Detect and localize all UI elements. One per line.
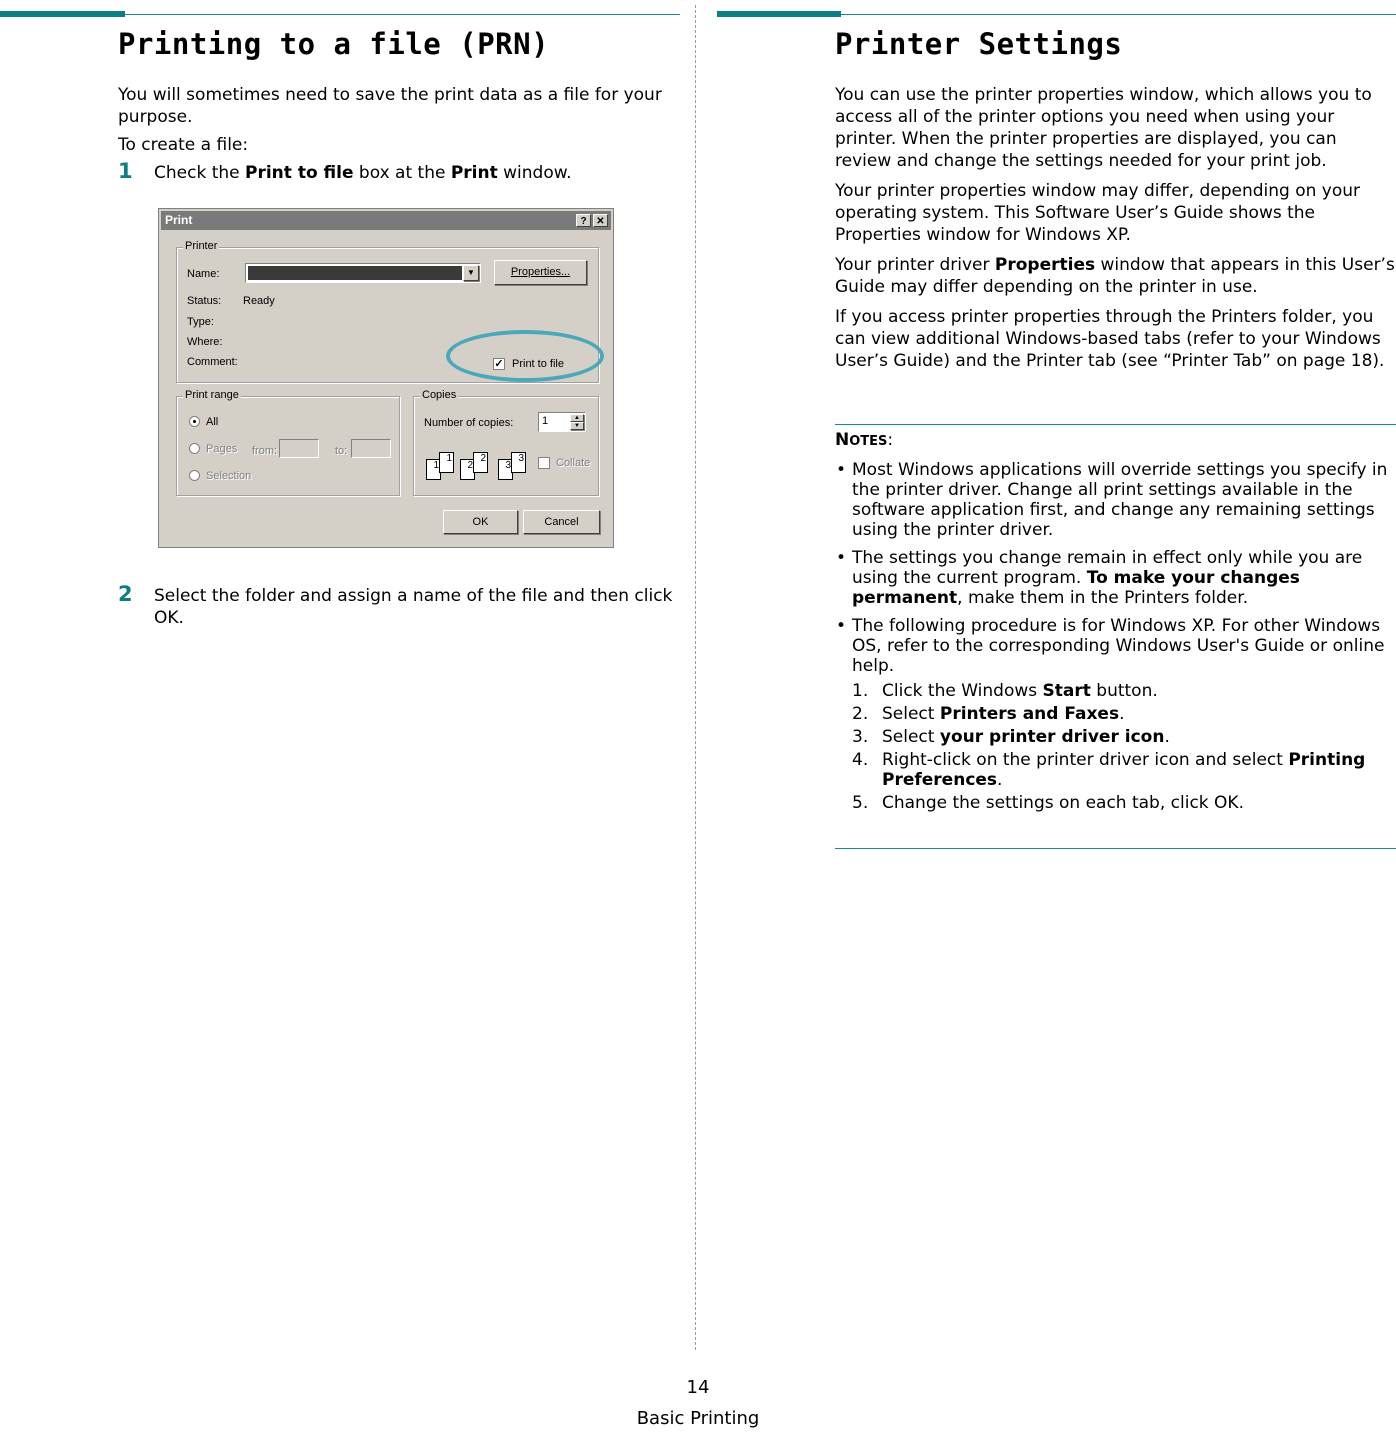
paragraph-2: Your printer properties window may differ, depending on your operating system. This Software User’s Guide shows the Properties window for Windows XP.: [835, 181, 1361, 245]
heading-accent-bar-left: [0, 11, 125, 17]
section-heading-prn: Printing to a file (PRN): [118, 27, 550, 61]
note-item-1: • Most Windows applications will override settings you specify in the printer driver. Change all print settings available in the software application first, and change any remaining settings using the printer driver.: [836, 460, 1394, 540]
dialog-titlebar: [161, 211, 611, 230]
properties-button[interactable]: Properties...: [494, 260, 587, 285]
ok-button[interactable]: OK: [443, 510, 518, 534]
pages-radio[interactable]: [189, 443, 200, 454]
spin-up-icon[interactable]: ▲: [570, 414, 584, 422]
collate-label[interactable]: Collate: [556, 457, 591, 469]
printer-group-label: Printer: [185, 240, 218, 252]
pages-label[interactable]: Pages: [206, 443, 238, 455]
paragraph-3: Your printer driver Properties window that appears in this User’s Guide may differ depending on the printer in use.: [835, 255, 1395, 297]
from-field[interactable]: [279, 439, 319, 458]
from-label: from:: [252, 445, 278, 457]
printer-name-select[interactable]: [245, 263, 481, 283]
column-divider: [695, 5, 696, 1350]
copies-group: [413, 389, 599, 496]
collate-page-icon: 2: [473, 452, 488, 473]
print-to-file-checkbox[interactable]: ✓: [494, 358, 504, 370]
collate-page-icon: 1: [426, 459, 441, 480]
procedure-step: 4. Right-click on the printer driver icon and select Printing Preferences.: [852, 750, 1366, 790]
status-value: Ready: [243, 295, 275, 307]
procedure-step: 3. Select your printer driver icon.: [852, 727, 1170, 747]
page-number: 14: [686, 1377, 710, 1398]
status-label: Status:: [187, 295, 222, 307]
collate-page-icon: 3: [511, 452, 526, 473]
step-1-number: 1: [118, 159, 133, 183]
collate-checkbox[interactable]: [538, 457, 550, 469]
print-range-group: [176, 389, 400, 496]
step-2-number: 2: [118, 582, 133, 606]
copies-spinner[interactable]: [538, 412, 586, 432]
step-1-text: Check the Print to file box at the Print window.: [154, 163, 572, 183]
name-label: Name:: [187, 268, 220, 280]
print-to-file-label[interactable]: Print to file: [512, 358, 564, 370]
copies-value: 1: [542, 415, 549, 427]
procedure-step: 2. Select Printers and Faxes.: [852, 704, 1125, 724]
notes-label: NOTES:: [835, 430, 894, 450]
heading-rule-left: [125, 14, 680, 15]
help-button[interactable]: ?: [576, 214, 591, 227]
procedure-step: 5. Change the settings on each tab, click OK.: [852, 793, 1244, 813]
spin-down-icon[interactable]: ▼: [570, 422, 584, 430]
collate-page-icon: 3: [498, 459, 513, 480]
notes-top-rule: [835, 424, 1396, 425]
comment-label: Comment:: [187, 356, 238, 368]
to-field[interactable]: [351, 439, 391, 458]
selection-label[interactable]: Selection: [206, 470, 252, 482]
dialog-title: Print: [165, 213, 193, 227]
step-2-text: Select the folder and assign a name of the file and then click OK.: [154, 586, 673, 628]
print-range-label: Print range: [185, 389, 239, 401]
collate-page-icon: 1: [439, 452, 454, 473]
chevron-down-icon[interactable]: ▼: [463, 265, 479, 281]
highlight-ellipse: [446, 330, 604, 382]
note-item-2: • The settings you change remain in effect only while you are using the current program. To make your changes permanent, make them in the Printers folder.: [836, 548, 1394, 608]
all-radio[interactable]: [189, 416, 200, 427]
paragraph-1: You can use the printer properties window, which allows you to access all of the printer options you need when using your printer. When the printer properties are displayed, you can review and change the settings needed for your print job.: [835, 85, 1372, 171]
notes-list: [836, 460, 1394, 816]
note-item-3: • The following procedure is for Windows XP. For other Windows OS, refer to the corresponding Windows User's Guide or online help.: [836, 616, 1394, 676]
intro-paragraph: You will sometimes need to save the print data as a file for your purpose.: [118, 85, 662, 127]
cancel-button[interactable]: Cancel: [523, 510, 600, 534]
collate-page-icon: 2: [460, 459, 475, 480]
copies-label: Copies: [422, 389, 457, 401]
selection-radio[interactable]: [189, 470, 200, 481]
number-of-copies-label: Number of copies:: [424, 417, 514, 429]
footer-section-title: Basic Printing: [636, 1408, 760, 1429]
all-label[interactable]: All: [206, 416, 219, 428]
close-button[interactable]: ✕: [593, 214, 608, 227]
to-create-label: To create a file:: [118, 135, 249, 155]
procedure-step: 1. Click the Windows Start button.: [852, 681, 1158, 701]
paragraph-4: If you access printer properties through the Printers folder, you can view additional Windows-based tabs (refer to your Windows User’s Guide) and the Printer tab (see “Printer Tab” on page 18).: [835, 307, 1385, 371]
right-body: [835, 84, 1395, 372]
to-label: to:: [335, 445, 348, 457]
notes-bottom-rule: [835, 848, 1396, 849]
where-label: Where:: [187, 336, 223, 348]
heading-accent-bar-right: [717, 11, 841, 17]
section-heading-printer-settings: Printer Settings: [835, 27, 1123, 61]
type-label: Type:: [187, 316, 214, 328]
heading-rule-right: [841, 14, 1396, 15]
printer-name-highlight: [248, 266, 462, 280]
